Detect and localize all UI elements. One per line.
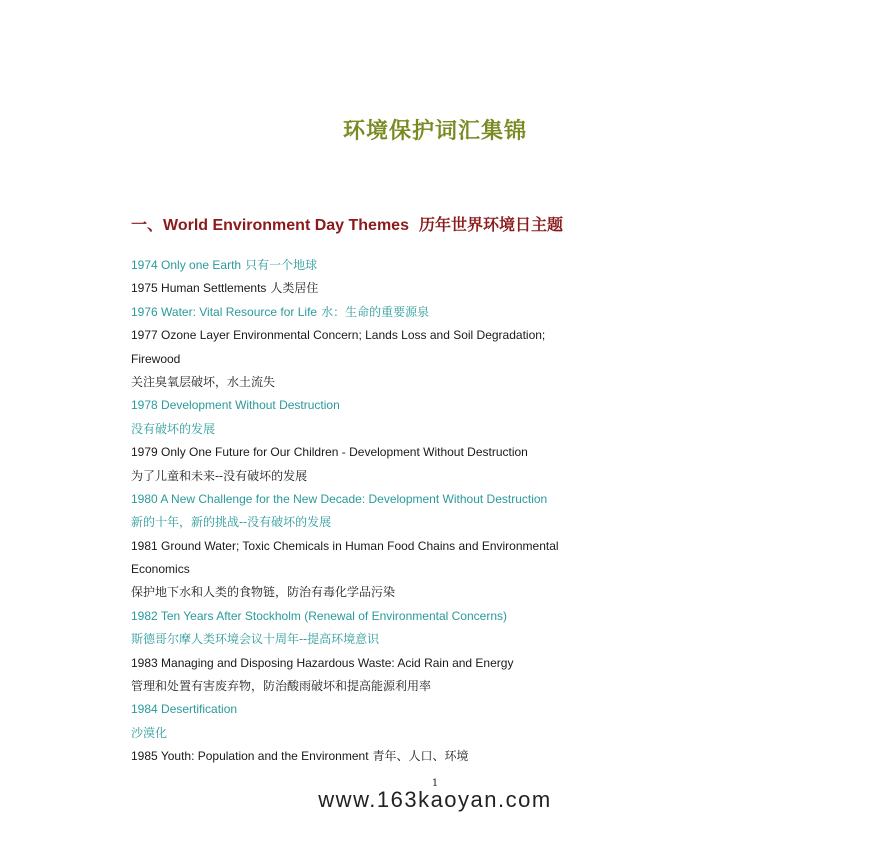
theme-line [131,488,731,511]
theme-line-en: 1980 A New Challenge for the New Decade: Development Without Destruction [131,491,548,506]
theme-line [131,722,731,745]
theme-line [131,698,731,721]
theme-line [131,652,731,675]
theme-line-en: 1976 Water: Vital Resource for Life [131,304,318,319]
page-number: 1 [431,778,439,789]
theme-line [131,371,731,394]
theme-line-zh: 新的十年，新的挑战--没有破坏的发展 [131,515,332,530]
theme-line-en: 1978 Development Without Destruction [131,398,340,413]
theme-line [131,581,731,604]
theme-line-zh: 水：生命的重要源泉 [321,304,430,319]
theme-line [131,277,731,300]
theme-line-zh: 管理和处置有害废弃物，防治酸雨破坏和提高能源利用率 [131,679,432,694]
theme-line-en: 1981 Ground Water; Toxic Chemicals in Human Food Chains and Environmental [131,538,559,553]
theme-line [131,605,731,628]
theme-line-zh: 没有破坏的发展 [131,421,216,436]
theme-line-en: 1985 Youth: Population and the Environment [131,749,369,764]
theme-line-en: 1979 Only One Future for Our Children - Development Without Destruction [131,445,528,460]
theme-line-zh: 为了儿童和未来--没有破坏的发展 [131,468,308,483]
theme-line-en: Economics [131,562,190,577]
theme-line-zh: 人类居住 [270,281,319,296]
theme-line-en: 1984 Desertification [131,702,238,717]
theme-line [131,745,731,768]
theme-line [131,394,731,417]
theme-line [131,675,731,698]
theme-line [131,628,731,651]
document-title: 环境保护词汇集锦 [342,118,527,144]
section-heading-zh: 历年世界环境日主题 [418,215,563,234]
theme-line [131,301,731,324]
theme-line-zh: 沙漠化 [131,725,168,740]
section-heading [131,212,563,235]
theme-line-zh: 关注臭氧层破坏，水土流失 [131,374,276,389]
theme-line [131,511,731,534]
theme-line-zh: 斯德哥尔摩人类环境会议十周年--提高环境意识 [131,632,380,647]
theme-line-en: 1982 Ten Years After Stockholm (Renewal of Environmental Concerns) [131,608,507,623]
watermark: www.163kaoyan.com [318,787,552,812]
theme-line-en: 1983 Managing and Disposing Hazardous Waste: Acid Rain and Energy [131,655,514,670]
theme-line-zh: 保护地下水和人类的食物链，防治有毒化学品污染 [131,585,396,600]
theme-line [131,558,731,581]
theme-line [131,465,731,488]
theme-line-en: 1975 Human Settlements [131,281,267,296]
theme-line [131,418,731,441]
theme-line [131,348,731,371]
theme-list [131,254,731,769]
theme-line [131,535,731,558]
theme-line-en: 1974 Only one Earth [131,258,242,272]
theme-line-zh: 只有一个地球 [245,258,318,272]
theme-line-zh: 青年、人口、环境 [372,749,469,764]
theme-line-en: Firewood [131,351,181,366]
theme-line [131,324,731,347]
theme-line-en: 1977 Ozone Layer Environmental Concern; Lands Loss and Soil Degradation; [131,328,546,343]
theme-line [131,254,731,277]
theme-line [131,441,731,464]
section-heading-en: 一、World Environment Day Themes [131,217,409,234]
